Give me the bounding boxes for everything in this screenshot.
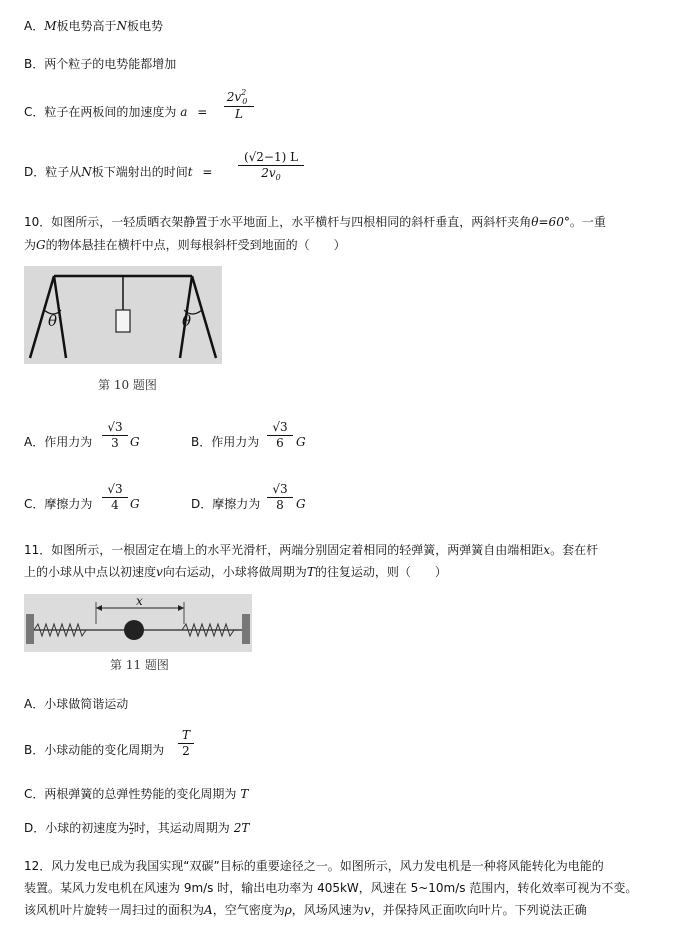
q10-b-g: G xyxy=(296,435,306,449)
q10-stem-line2: 为G的物体悬挂在横杆中点，则每根斜杆受到地面的（ ） xyxy=(24,238,346,252)
left-wall xyxy=(26,614,34,644)
q11-option-a: A．小球做简谐运动 xyxy=(24,697,129,711)
q11-b-fraction: T 2 xyxy=(178,728,194,759)
q10-option-b: B．作用力为 xyxy=(191,435,260,449)
distance-label: x xyxy=(136,594,143,608)
q10-d-fraction: √3 8 xyxy=(267,482,293,513)
hanging-weight xyxy=(116,310,130,332)
q10-option-a: A．作用力为 xyxy=(24,435,93,449)
q9-option-c: C．粒子在两板间的加速度为 a = xyxy=(24,105,208,119)
q9-option-d: D．粒子从N板下端射出的时间t = xyxy=(24,165,213,179)
q10-a-fraction: √3 3 xyxy=(102,420,128,451)
q11-option-c: C．两根弹簧的总弹性势能的变化周期为 T xyxy=(24,787,249,801)
q10-option-c: C．摩擦力为 xyxy=(24,497,93,511)
q9-c-fraction: $2v^2_0$ L xyxy=(224,90,254,122)
q12-stem-line3: 该风机叶片旋转一周扫过的面积为A，空气密度为ρ，风场风速为v，并保持风正面吹向叶片。下列说法正确 xyxy=(24,903,587,917)
q11-stem-line1: 11．如图所示，一根固定在墙上的水平光滑杆，两端分别固定着相同的轻弹簧，两弹簧自由端相距x。套在杆 xyxy=(24,543,599,557)
q9-option-b: B．两个粒子的电势能都增加 xyxy=(24,57,177,71)
q10-stem-line1: 10．如图所示，一轻质晒衣架静置于水平地面上，水平横杆与四根相同的斜杆垂直，两斜杆夹角θ=60°。一重 xyxy=(24,215,606,229)
q11-option-b: B．小球动能的变化周期为 xyxy=(24,743,165,757)
q10-d-g: G xyxy=(296,497,306,511)
q10-figure-caption: 第 10 题图 xyxy=(98,378,157,392)
q10-b-fraction: √3 6 xyxy=(267,420,293,451)
q9-d-fraction: (√2−1) L $2v_0$ xyxy=(238,150,304,182)
q9-option-a: A．M板电势高于N板电势 xyxy=(24,19,164,33)
left-theta-label: θ xyxy=(48,312,58,330)
q12-stem-line2: 装置。某风力发电机在风速为 9m/s 时，输出电功率为 405kW，风速在 5~10m/s 范围内，转化效率可视为不变。 xyxy=(24,881,638,895)
q10-figure-clothes-rack xyxy=(24,266,222,364)
q12-stem-line1: 12．风力发电已成为我国实现“双碳”目标的重要途径之一。如图所示，风力发电机是一种将风能转化为电能的 xyxy=(24,859,604,873)
q11-figure-caption: 第 11 题图 xyxy=(110,658,169,672)
q10-a-g: G xyxy=(130,435,140,449)
q11-d-small-fraction: $\frac{v}{2}$ xyxy=(129,820,134,836)
q10-c-g: G xyxy=(130,497,140,511)
ball xyxy=(124,620,144,640)
right-theta-label: θ xyxy=(182,312,192,330)
q11-option-d: D．小球的初速度为 $\frac{v}{2}$ 时，其运动周期为 2T xyxy=(24,820,250,836)
right-wall xyxy=(242,614,250,644)
q11-stem-line2: 上的小球从中点以初速度v向右运动，小球将做周期为T的往复运动，则（ ） xyxy=(24,565,447,579)
q10-c-fraction: √3 4 xyxy=(102,482,128,513)
q11-figure-spring-rod xyxy=(24,594,252,652)
q10-option-d: D．摩擦力为 xyxy=(191,497,261,511)
